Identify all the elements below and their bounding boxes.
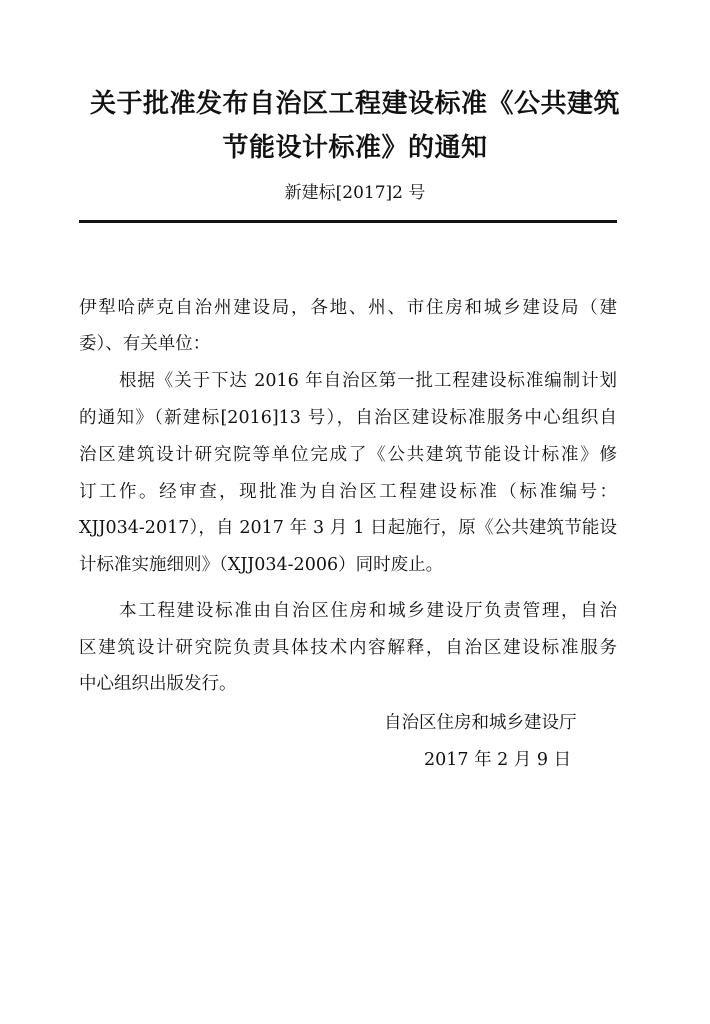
paragraph-1-line: XJJ034-2017），自 2017 年 3 月 1 日起施行，原《公共建筑节能设: [79, 518, 617, 538]
document-number: 新建标[2017]2 号: [284, 183, 426, 203]
document-title-line-2: 节能设计标准》的通知: [222, 133, 488, 163]
paragraph-1-line: 根据《关于下达 2016 年自治区第一批工程建设标准编制计划: [119, 371, 617, 391]
paragraph-1-line: 计标准实施细则》（XJJ034-2006）同时废止。: [79, 555, 444, 575]
issue-date: 2017 年 2 月 9 日: [424, 750, 572, 770]
header-divider: [79, 220, 617, 223]
paragraph-2-line: 区建筑设计研究院负责具体技术内容解释，自治区建设标准服务: [79, 638, 617, 658]
paragraph-2-line: 本工程建设标准由自治区住房和城乡建设厅负责管理，自治: [119, 601, 617, 621]
paragraph-1-line: 治区建筑设计研究院等单位完成了《公共建筑节能设计标准》修: [79, 445, 617, 465]
salutation-line: 委）、有关单位：: [79, 334, 211, 354]
paragraph-1-line: 订工作。经审查，现批准为自治区工程建设标准（标准编号：: [79, 482, 617, 502]
paragraph-1-line: 的通知》（新建标[2016]13 号），自治区建设标准服务中心组织自: [79, 408, 617, 428]
paragraph-2-line: 中心组织出版发行。: [79, 674, 237, 694]
document-title-line-1: 关于批准发布自治区工程建设标准《公共建筑: [89, 89, 620, 119]
issuer-signature: 自治区住房和城乡建设厅: [384, 713, 577, 733]
salutation-line: 伊犁哈萨克自治州建设局，各地、州、市住房和城乡建设局（建: [79, 298, 617, 318]
